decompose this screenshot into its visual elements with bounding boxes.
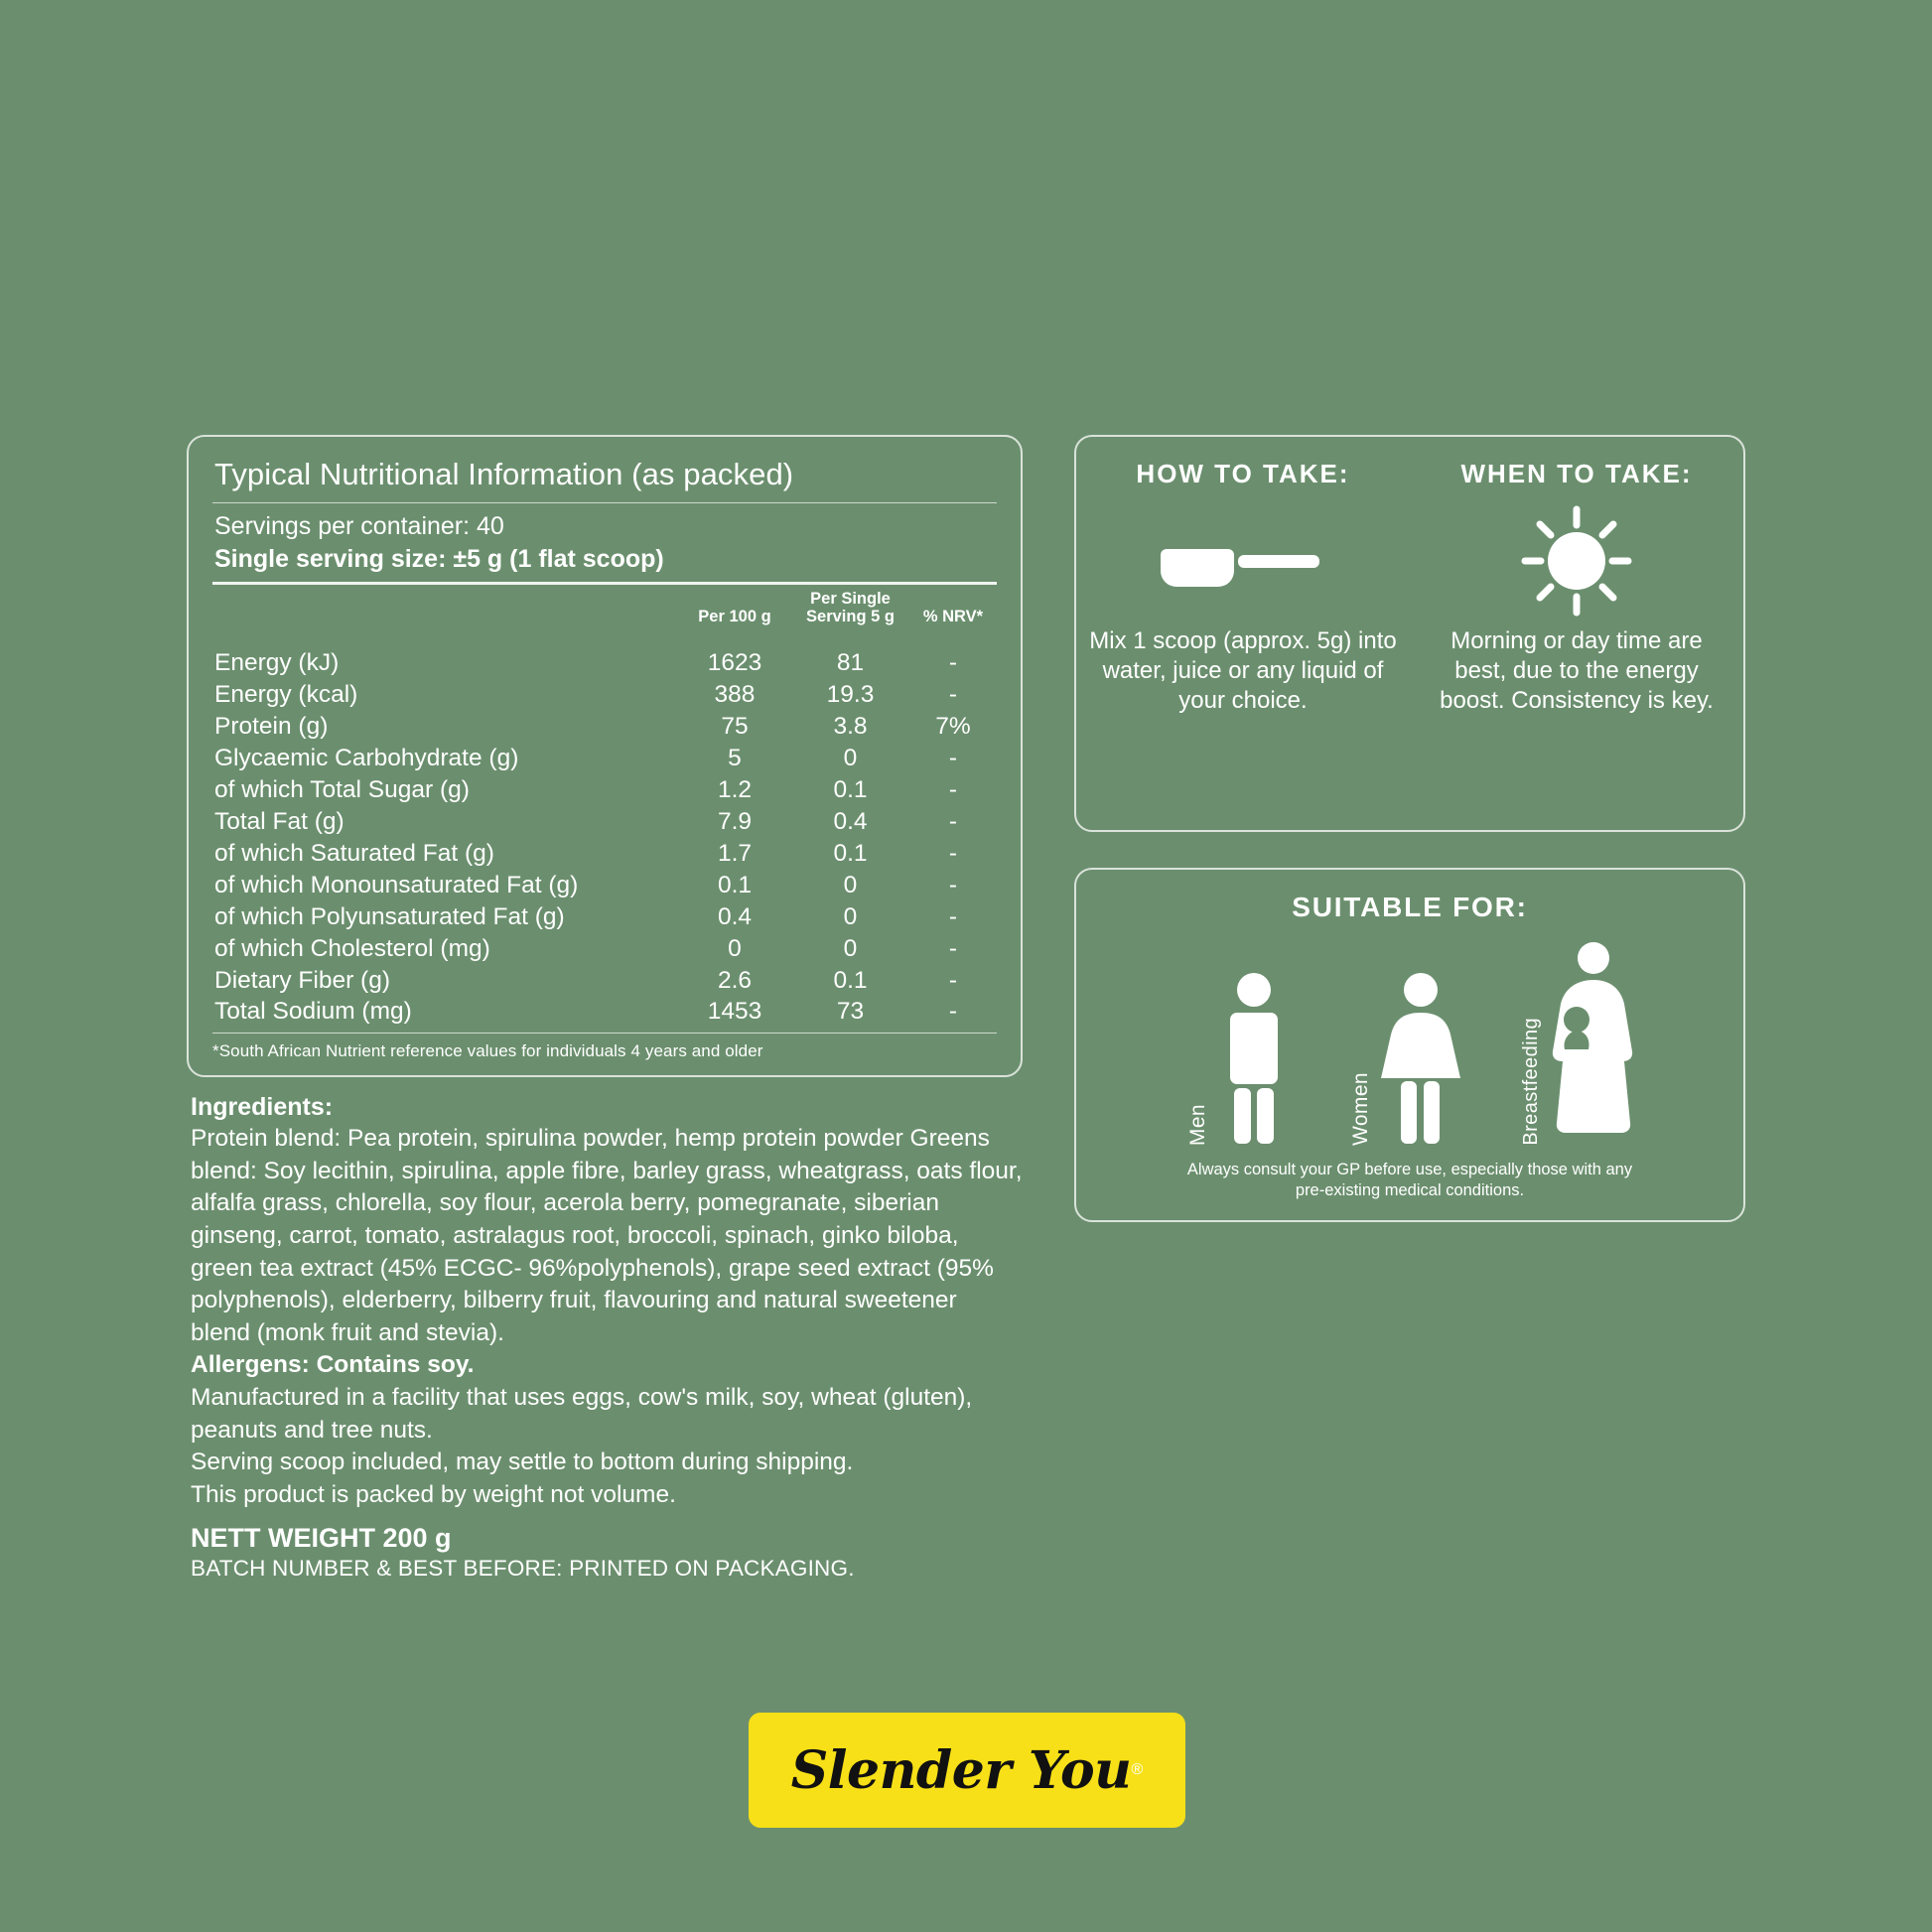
row-serving: 0 [843, 745, 858, 772]
suitable-for-panel [1074, 868, 1745, 1222]
row-serving: 0.1 [833, 776, 868, 804]
nett-weight: NETT WEIGHT 200 g [191, 1523, 452, 1554]
ingredients-section [187, 1091, 1023, 1582]
row-per100: 2.6 [717, 966, 753, 994]
row-serving: 0 [843, 934, 858, 962]
suitable-figure-men [1186, 972, 1294, 1146]
row-per100: 1.7 [717, 839, 753, 867]
suitable-figure-breastfeeding [1520, 942, 1634, 1146]
servings-per-container: Servings per container: 40 [214, 512, 504, 540]
row-per100: 75 [721, 713, 749, 741]
row-per100: 1453 [707, 998, 762, 1026]
row-serving: 0.1 [833, 839, 868, 867]
when-to-take-section [1410, 437, 1743, 830]
table-row [210, 997, 999, 1029]
table-row [210, 901, 999, 933]
ingredients-body: Protein blend: Pea protein, spirulina powder, hemp protein powder Greens blend: Soy lecithin, spirulina, apple fibre, barley grass, wheatgrass, oats flour, alfalfa grass, chlorella, soy flour, acerola berry, pomegranate, siberian ginseng, carrot, tomato, astralagus root, broccoli, spinach, ginko biloba, green tea extract (45% ECGC- 96%polyphenols), grape seed extract (95% polyphenols), elderberry, bilberry fruit, flavouring and natural sweetener blend (monk fruit and stevia). [191, 1125, 1023, 1346]
row-label: Energy (kJ) [214, 649, 340, 677]
col-header-per-serving [793, 589, 907, 648]
suitable-for-note [1094, 1160, 1725, 1200]
row-label: Glycaemic Carbohydrate (g) [214, 745, 519, 772]
allergens-text: Allergens: Contains soy. [191, 1351, 475, 1379]
scoop-icon [1088, 507, 1398, 615]
table-row [210, 648, 999, 680]
breastfeeding-figure-icon [1547, 942, 1634, 1146]
how-to-take-section [1076, 437, 1410, 830]
packed-by-weight-note: This product is packed by weight not volume. [191, 1480, 676, 1508]
table-row [210, 712, 999, 744]
woman-figure-icon [1377, 972, 1464, 1146]
row-per100: 1623 [707, 649, 762, 677]
row-serving: 0.1 [833, 966, 868, 994]
row-label: Dietary Fiber (g) [214, 966, 390, 994]
figure-label-men: Men [1185, 1103, 1209, 1146]
row-label: of which Cholesterol (mg) [214, 934, 490, 962]
row-label: Energy (kcal) [214, 681, 358, 709]
nutrition-table-body [210, 648, 999, 1029]
when-to-take-text: Morning or day time are best, due to the energy boost. Consistency is key. [1440, 627, 1714, 714]
man-figure-icon [1214, 972, 1294, 1146]
row-nrv: 7% [935, 713, 971, 741]
row-label: of which Total Sugar (g) [214, 776, 470, 804]
row-nrv: - [948, 934, 958, 962]
left-column [187, 435, 1023, 1582]
table-row [210, 870, 999, 901]
nutrition-information-panel [187, 435, 1023, 1077]
row-serving: 0.4 [833, 807, 868, 835]
facility-statement: Manufactured in a facility that uses eggs, cow's milk, soy, wheat (gluten), peanuts and tree nuts. [191, 1383, 973, 1444]
row-nrv: - [948, 745, 958, 772]
row-per100: 388 [714, 681, 756, 709]
brand-logo [749, 1713, 1185, 1828]
row-label: Total Fat (g) [214, 807, 345, 835]
scoop-note: Serving scoop included, may settle to bottom during shipping. [191, 1449, 854, 1476]
suitable-figures [1094, 937, 1725, 1146]
serving-size: Single serving size: ±5 g (1 flat scoop) [214, 544, 664, 573]
row-nrv: - [948, 681, 958, 709]
row-per100: 1.2 [717, 776, 753, 804]
row-nrv: - [948, 839, 958, 867]
nutrition-table [210, 589, 999, 1029]
row-serving: 0 [843, 902, 858, 930]
how-to-take-heading: HOW TO TAKE: [1136, 459, 1350, 488]
figure-label-breastfeeding: Breastfeeding [1519, 1018, 1542, 1146]
divider-top [212, 502, 997, 503]
row-label: of which Polyunsaturated Fat (g) [214, 902, 565, 930]
row-serving: 81 [836, 649, 865, 677]
row-nrv: - [948, 776, 958, 804]
registered-trademark-symbol: ® [1131, 1761, 1144, 1778]
table-row [210, 933, 999, 965]
row-per100: 0.1 [717, 871, 753, 898]
col-header-per-100g: Per 100 g [698, 608, 771, 626]
suitable-note-line2: pre-existing medical conditions. [1295, 1180, 1525, 1199]
row-per100: 0.4 [717, 902, 753, 930]
table-row [210, 806, 999, 838]
row-per100: 0 [728, 934, 742, 962]
row-nrv: - [948, 649, 958, 677]
nutrition-table-header-row [210, 589, 999, 648]
row-nrv: - [948, 998, 958, 1026]
divider-thick [212, 582, 997, 585]
table-row [210, 838, 999, 870]
table-row [210, 744, 999, 775]
when-to-take-heading: WHEN TO TAKE: [1460, 459, 1693, 488]
row-nrv: - [948, 871, 958, 898]
row-serving: 0 [843, 871, 858, 898]
nrv-footnote: *South African Nutrient reference values for individuals 4 years and older [212, 1040, 763, 1060]
right-column [1074, 435, 1745, 1222]
row-label: of which Saturated Fat (g) [214, 839, 494, 867]
row-label: Total Sodium (mg) [214, 998, 412, 1026]
how-when-to-take-panel [1074, 435, 1745, 832]
row-serving: 19.3 [826, 681, 875, 709]
table-row [210, 965, 999, 997]
table-row [210, 680, 999, 712]
suitable-note-line1: Always consult your GP before use, especially those with any [1186, 1161, 1633, 1178]
row-serving: 73 [836, 998, 865, 1026]
col-header-nutrient [210, 589, 676, 648]
allergens-line [191, 1349, 1023, 1382]
row-label: Protein (g) [214, 713, 329, 741]
row-per100: 5 [728, 745, 742, 772]
col-header-per-serving-line1: Per Single [810, 590, 891, 608]
row-label: of which Monounsaturated Fat (g) [214, 871, 579, 898]
ingredients-heading: Ingredients: [191, 1092, 334, 1121]
brand-name: Slender You [790, 1739, 1132, 1801]
row-per100: 7.9 [717, 807, 753, 835]
row-serving: 3.8 [833, 713, 868, 741]
table-row [210, 775, 999, 807]
batch-number-note: BATCH NUMBER & BEST BEFORE: PRINTED ON PACKAGING. [191, 1556, 855, 1582]
col-header-per-serving-line2: Serving 5 g [806, 608, 895, 626]
row-nrv: - [948, 902, 958, 930]
row-nrv: - [948, 966, 958, 994]
how-to-take-text: Mix 1 scoop (approx. 5g) into water, juice or any liquid of your choice. [1089, 627, 1397, 714]
divider-bottom [212, 1033, 997, 1034]
suitable-for-heading: SUITABLE FOR: [1292, 892, 1528, 922]
nutrition-title: Typical Nutritional Information (as packed) [214, 457, 794, 491]
suitable-figure-women [1349, 972, 1464, 1146]
row-nrv: - [948, 807, 958, 835]
figure-label-women: Women [1348, 1072, 1372, 1146]
col-header-nrv: % NRV* [922, 608, 984, 626]
sun-icon [1422, 507, 1731, 615]
